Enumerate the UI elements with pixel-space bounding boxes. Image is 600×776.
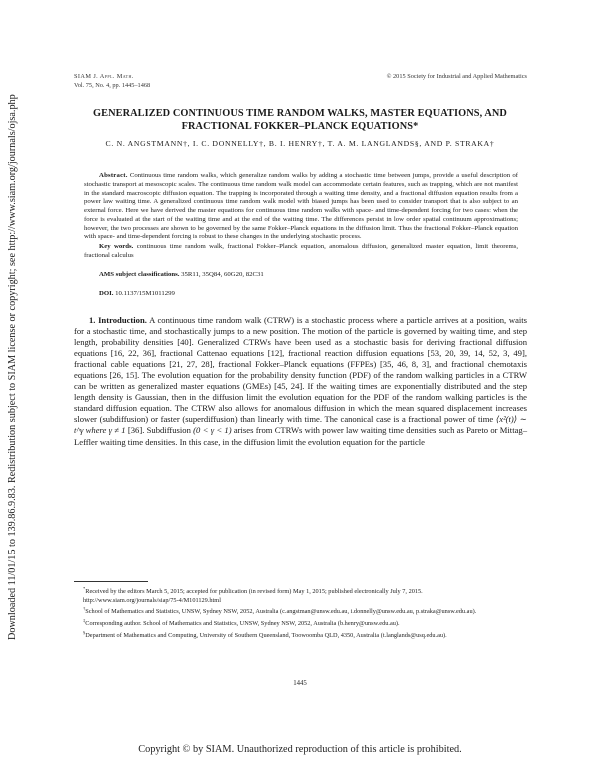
download-stamp: Downloaded 11/01/15 to 139.86.9.83. Redistribution subject to SIAM license or copyright; see http://www.siam.org/journals/ojsa.php — [7, 94, 18, 640]
keywords — [84, 243, 518, 261]
introduction-text-2: [36]. Subdiffusion — [125, 425, 194, 436]
abstract-label: Abstract. — [99, 172, 128, 179]
doi — [84, 290, 518, 299]
copyright-footer: Copyright © by SIAM. Unauthorized reproduction of this article is prohibited. — [138, 744, 462, 755]
introduction-text-3: arises from CTRWs with power law waiting time densities such as Pareto or Mittag–Leffler waiting time densities. In this case, in the diffusion limit the evolution equation for the particle — [74, 425, 527, 447]
doi-text: 10.1137/15M1011299 — [115, 290, 175, 297]
journal-name: SIAM J. Appl. Math. — [74, 73, 134, 80]
journal-header-left — [74, 72, 150, 90]
page-number: 1445 — [293, 680, 307, 687]
footnote-received: *Received by the editors March 5, 2015; accepted for publication (in revised form) May 1, 2015; published electronically July 7, 2015. — [83, 586, 423, 596]
ams-text: 35R11, 35Q84, 60G20, 82C31 — [181, 271, 264, 278]
footnote-url: http://www.siam.org/journals/siap/75-4/M101129.html — [83, 596, 221, 604]
abstract — [84, 172, 518, 242]
footnote-corresponding-author: ‡Corresponding author. School of Mathematics and Statistics, UNSW, Sydney NSW, 2052, Australia (b.henry@unsw.edu.au). — [83, 617, 400, 628]
doi-label: DOI. — [99, 290, 114, 297]
paper-title: GENERALIZED CONTINUOUS TIME RANDOM WALKS, MASTER EQUATIONS, AND FRACTIONAL FOKKER–PLANCK EQUATIONS* — [93, 108, 507, 132]
footnotes — [74, 585, 527, 640]
footnote-affiliation-usq: §Department of Mathematics and Computing, University of Southern Queensland, Toowoomba QLD, 4350, Australia (t.langlands@usq.edu.au). — [83, 629, 447, 639]
abstract-text: Continuous time random walks, which generalize random walks by adding a stochastic time between jumps, provide a useful description of stochastic transport at mesoscopic scales. The continuous time random walk model can accommodate certain features, such as trapping, which are not manifest in the standard macroscopic diffusion equation. The trapping is incorporated through a waiting time density, and a fractional diffusion equation results from a power law waiting time. A generalized continuous time random walk model with biased jumps has been used to consider transport that is also subject to an external force. Here we have derived the master equations for continuous time random walks with space- and time-dependent forcing for two cases: when the force is evaluated at the start of the waiting time and at the end of the waiting time. The differences persist in low order spatial continuum approximations; however, the two processes are shown to be governed by the same Fokker–Planck equations in the diffusion limit. Thus the fractional Fokker–Planck equation with space- and time-dependent forcing is robust to these changes in the underlying stochastic process. — [84, 172, 518, 241]
introduction-section — [74, 315, 527, 448]
msd-formula: ⟨x²(t)⟩ ∼ t^γ where γ ≠ 1 — [74, 414, 527, 436]
introduction-text-1: A continuous time random walk (CTRW) is a stochastic process where a particle arrives at a position, waits for a stochastic time, and stochastically jumps to a new position. The motion of the particle is governed by waiting time, and step length, probability densities [40]. Generalized CTRWs have been used as a stochastic basis for deriving fractional diffusion equations [16, 22, 36], fractional Cattenao equations [12], fractional reaction diffusion equations [53, 20, 39, 14, 52, 3, 49], fractional cable equations [21, 27, 28], fractional Fokker–Planck equations (FFPEs) [35, 46, 8, 3], and fractional chemotaxis equations [26, 15]. The evolution equation for the probability density function (PDF) of the random walking particles in a CTRW can be written as generalized master equations (GMEs) [45, 24]. If the waiting times are exponentially distributed and the step length density is Gaussian, then in the diffusion limit the evolution equation for the PDF of the random walking particles is the standard diffusion equation. The CTRW also allows for anomalous diffusion in which the mean squared displacement increases slower (subdiffusion) or faster (superdiffusion) than linearly with time. The canonical case is a fractional power of time — [74, 315, 527, 425]
keywords-label: Key words. — [99, 243, 134, 250]
introduction-heading: 1. Introduction. — [89, 315, 147, 325]
footnote-affiliation-unsw: †School of Mathematics and Statistics, UNSW, Sydney NSW, 2052, Australia (c.angstman@unsw.edu.au, i.donnelly@unsw.edu.au, p.straka@unsw.edu.au). — [83, 606, 477, 616]
author-list: C. N. ANGSTMANN†, I. C. DONNELLY†, B. I. HENRY†, T. A. M. LANGLANDS§, AND P. STRAKA† — [105, 139, 495, 148]
journal-copyright: © 2015 Society for Industrial and Applied Mathematics — [386, 73, 527, 80]
ams-classifications — [84, 271, 518, 280]
footnote-divider — [74, 581, 148, 582]
ams-label: AMS subject classifications. — [99, 271, 180, 278]
keywords-text: continuous time random walk, fractional Fokker–Planck equation, anomalous diffusion, generalized master equation, limit theorems, fractional calculus — [84, 243, 519, 259]
volume-info: Vol. 75, No. 4, pp. 1445–1468 — [74, 82, 151, 89]
subdiffusion-range: (0 < γ < 1) — [193, 425, 232, 436]
